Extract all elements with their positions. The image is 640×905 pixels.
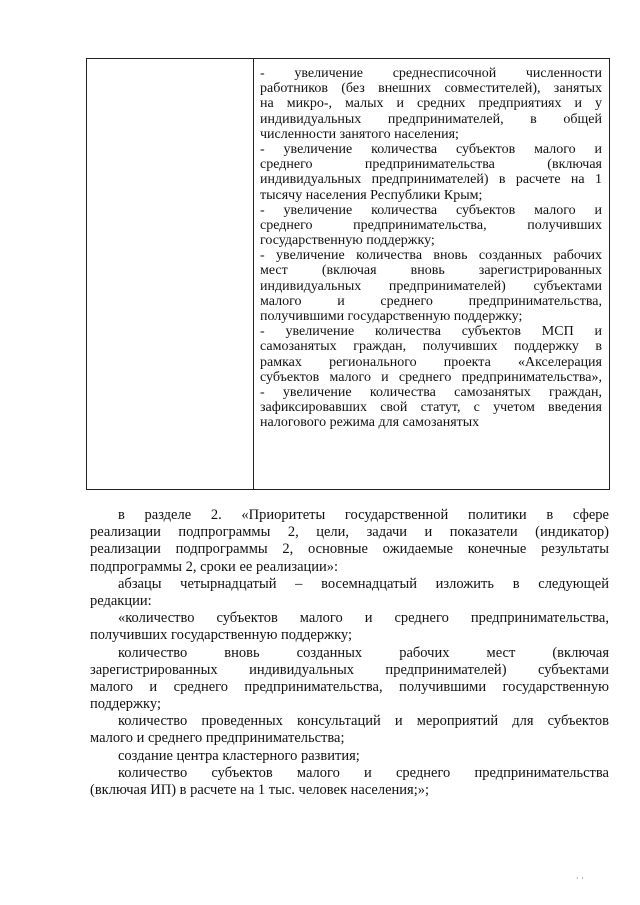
paragraph-line: поддержку; (90, 696, 161, 713)
table-cell-line: государственную поддержку; (260, 233, 435, 249)
paragraph-line: абзацы четырнадцатый – восемнадцатый изложить в следующей (118, 575, 609, 592)
paragraph-line: в разделе 2. «Приоритеты государственной политики в сфере (118, 507, 609, 523)
paragraph-line: «количество субъектов малого и среднего предпринимательства, (118, 610, 609, 627)
table-cell-line: - увеличение количества вновь созданных рабочих (260, 248, 602, 264)
paragraph-line: малого и среднего предпринимательства, получившими государственную (90, 678, 609, 695)
table-cell-line: - увеличение среднесписочной численности (260, 66, 602, 81)
paragraph-line: редакции: (90, 592, 152, 609)
table-cell-line: малого и среднего предпринимательства, (260, 293, 602, 309)
table-cell-line: среднего предпринимательства (включая (260, 157, 602, 173)
table-column-divider (253, 58, 254, 490)
paragraph-line: (включая ИП) в расчете на 1 тыс. человек населения;»; (90, 782, 430, 798)
paragraph-line: количество вновь созданных рабочих мест (включая (118, 644, 609, 661)
scan-specks: · · (575, 873, 584, 883)
table-cell-line: - увеличение количества самозанятых граждан, (260, 384, 602, 400)
paragraph-line: реализации подпрограммы 2, цели, задачи и показатели (индикатор) (90, 524, 609, 541)
paragraph-line: количество проведенных консультаций и мероприятий для субъектов (118, 713, 609, 730)
paragraph-line: получивших государственную поддержку; (90, 627, 353, 644)
table-cell-line: налогового режима для самозанятых (260, 415, 480, 431)
table-cell-line: получившими государственную поддержку; (260, 309, 523, 324)
table-cell-line: самозанятых граждан, получивших поддержку в (260, 339, 602, 355)
table-cell-line: среднего предпринимательства, получивших (260, 217, 602, 233)
table-cell-line: тысячу населения Республики Крым; (260, 187, 483, 203)
table-cell-line: рамках регионального проекта «Акселерация (260, 354, 602, 370)
table-cell-line: на микро-, малых и средних предприятиях и у (260, 96, 602, 112)
table-cell-line: мест (включая вновь зарегистрированных (260, 263, 602, 279)
table-cell-line: зафиксировавших свой статут, с учетом введения (260, 400, 602, 416)
paragraph-line: малого и среднего предпринимательства; (90, 730, 345, 747)
table-right-cell (260, 66, 602, 431)
paragraph-line: зарегистрированных индивидуальных предпринимателей) субъектами (90, 661, 609, 678)
table-cell-line: индивидуальных предпринимателей, в общей (260, 111, 602, 127)
table-cell-line: - увеличение количества субъектов малого и (260, 202, 602, 218)
paragraph-line: реализации подпрограммы 2, основные ожидаемые конечные результаты (90, 541, 609, 558)
document-body (90, 507, 609, 799)
paragraph-line: подпрограммы 2, сроки ее реализации»: (90, 558, 339, 575)
table-cell-line: индивидуальных предпринимателей) субъектами (260, 278, 602, 294)
paragraph-line: создание центра кластерного развития; (118, 747, 360, 764)
table-cell-line: - увеличение количества субъектов малого и (260, 141, 602, 157)
table-cell-line: работников (без внешних совместителей), занятых (260, 81, 602, 97)
table-cell-line: субъектов малого и среднего предпринимательства», (260, 369, 602, 385)
table-cell-line: - увеличение количества субъектов МСП и (260, 324, 602, 340)
table-cell-line: численности занятого населения; (260, 126, 459, 142)
paragraph-line: количество субъектов малого и среднего предпринимательства (118, 764, 609, 781)
table-cell-line: индивидуальных предпринимателей) в расчете на 1 (260, 172, 602, 188)
